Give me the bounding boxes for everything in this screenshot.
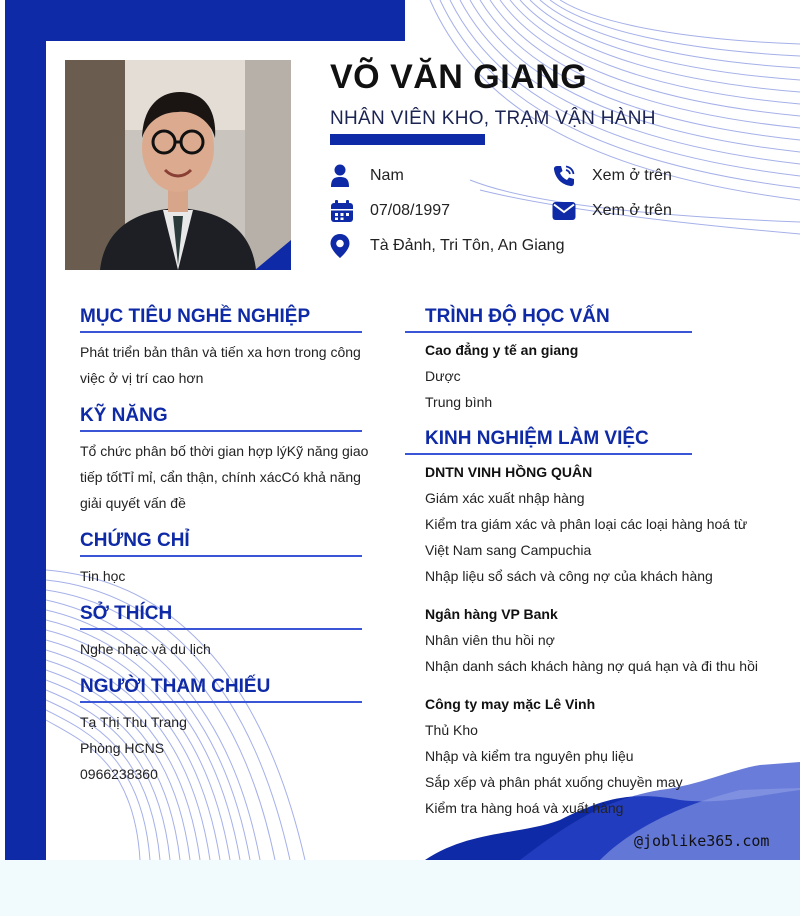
education-title: TRÌNH ĐỘ HỌC VẤN — [425, 306, 610, 327]
top-accent-bar — [5, 0, 405, 41]
candidate-name: VÕ VĂN GIANG — [330, 58, 588, 96]
skills-title: KỸ NĂNG — [80, 405, 168, 426]
job-company: Ngân hàng VP Bank — [425, 606, 558, 622]
hobbies-item: Nghe nhạc và du lịch — [80, 641, 211, 657]
calendar-icon — [330, 199, 354, 223]
objective-title: MỤC TIÊU NGHỀ NGHIỆP — [80, 306, 311, 327]
references-divider — [80, 701, 362, 703]
address-value: Tà Đảnh, Tri Tôn, An Giang — [370, 237, 565, 254]
gender-value: Nam — [370, 167, 404, 184]
experience-job — [425, 691, 683, 821]
education-school: Cao đẳng y tế an giang — [425, 342, 579, 358]
skills-text — [80, 438, 368, 516]
watermark: @joblike365.com — [634, 832, 770, 850]
job-line: Nhân viên thu hồi nợ — [425, 632, 555, 648]
education-text — [425, 337, 578, 415]
job-line: Nhận danh sách khách hàng nợ quá hạn và đi thu hồi — [425, 658, 758, 674]
birthday-value: 07/08/1997 — [370, 202, 451, 219]
reference-department: Phòng HCNS — [80, 740, 165, 756]
hobbies-title: SỞ THÍCH — [80, 603, 173, 624]
job-line: Việt Nam sang Campuchia — [425, 542, 592, 558]
certificates-divider — [80, 555, 362, 557]
skills-divider — [80, 430, 362, 432]
job-line: Thủ Kho — [425, 722, 478, 738]
gender-row — [330, 164, 404, 188]
objective-divider — [80, 331, 362, 333]
email-row — [552, 199, 672, 223]
objective-text — [80, 339, 361, 391]
job-line: Nhập và kiểm tra nguyên phụ liệu — [425, 748, 634, 764]
person-icon — [330, 164, 354, 188]
phone-row — [552, 164, 672, 188]
education-grade: Trung bình — [425, 394, 493, 410]
skills-line: giải quyết vấn đề — [80, 495, 186, 511]
reference-phone: 0966238360 — [80, 766, 158, 782]
job-company: DNTN VINH HỒNG QUÂN — [425, 464, 593, 480]
reference-name: Tạ Thị Thu Trang — [80, 714, 187, 730]
location-pin-icon — [330, 234, 354, 258]
job-line: Kiểm tra giám xác và phân loại các loại hàng hoá từ — [425, 516, 748, 532]
education-major: Dược — [425, 368, 461, 384]
left-accent-bar — [5, 0, 46, 860]
hobbies-divider — [80, 628, 362, 630]
certificates-title: CHỨNG CHỈ — [80, 530, 190, 551]
experience-title: KINH NGHIỆM LÀM VIỆC — [425, 428, 649, 449]
certificates-item: Tin học — [80, 568, 126, 584]
skills-line: tiếp tốtTỉ mỉ, cẩn thận, chính xácCó khả năng — [80, 469, 361, 485]
phone-icon — [552, 164, 576, 188]
objective-line: việc ở vị trí cao hơn — [80, 370, 204, 386]
references-text — [80, 709, 187, 787]
job-line: Sắp xếp và phân phát xuống chuyền may — [425, 774, 683, 790]
job-company: Công ty may mặc Lê Vinh — [425, 696, 596, 712]
objective-line: Phát triển bản thân và tiến xa hơn trong công — [80, 344, 361, 360]
profile-photo — [65, 60, 291, 270]
job-line: Kiểm tra hàng hoá và xuất hàng — [425, 800, 624, 816]
skills-line: Tổ chức phân bố thời gian hợp lýKỹ năng giao — [80, 443, 369, 459]
references-title: NGƯỜI THAM CHIẾU — [80, 676, 271, 697]
envelope-icon — [552, 199, 576, 223]
job-line: Giám xác xuất nhập hàng — [425, 490, 585, 506]
job-title-underline — [330, 134, 485, 145]
job-title: NHÂN VIÊN KHO, TRẠM VẬN HÀNH — [330, 108, 656, 129]
experience-divider — [405, 453, 692, 455]
email-value: Xem ở trên — [592, 202, 672, 219]
address-row — [330, 234, 564, 258]
education-divider — [405, 331, 692, 333]
experience-job — [425, 601, 758, 679]
job-line: Nhập liệu sổ sách và công nợ của khách hàng — [425, 568, 713, 584]
birthday-row — [330, 199, 450, 223]
phone-value: Xem ở trên — [592, 167, 672, 184]
experience-job — [425, 459, 747, 589]
